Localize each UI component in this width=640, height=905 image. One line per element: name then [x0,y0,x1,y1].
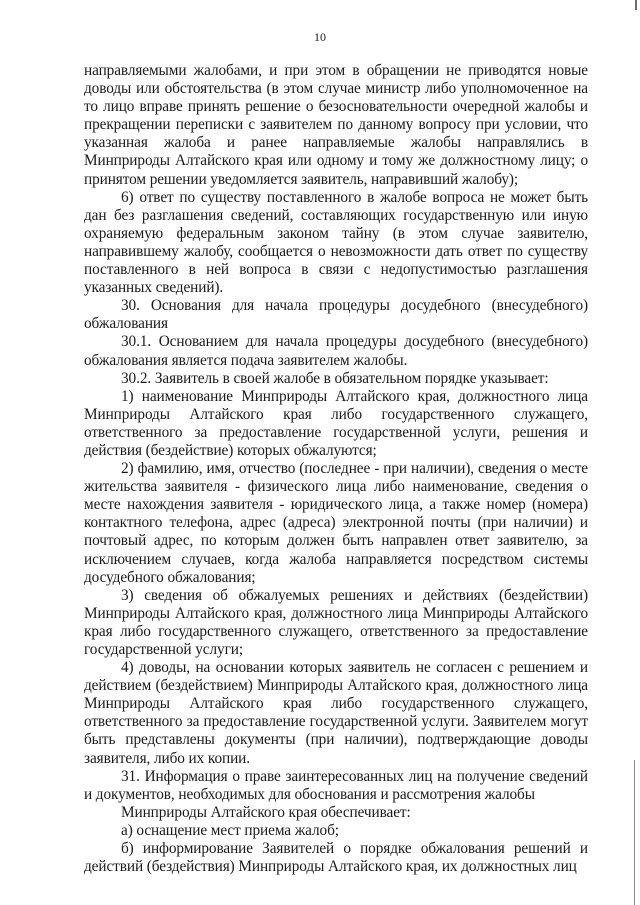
section-heading-31: 31. Информация о праве заинтересованных лиц на получение сведений и документов, необходимых для обоснования и рассмотрения жалобы [84,767,588,803]
paragraph-continuation: направляемыми жалобами, и при этом в обращении не приводятся новые доводы или обстоятельства (в этом случае министр либо уполномоченное на то лицо вправе принять решение о безосновательности очередной жалобы и прекращении переписки с заявителем по данному вопросу при условии, что указанная жалоба и ранее направляемые жалобы направлялись в Минприроды Алтайского края или одному и тому же должностному лицу; о принятом решении уведомляется заявитель, направивший жалобу); [84,62,588,188]
paragraph-item-6: 6) ответ по существу поставленного в жалобе вопроса не может быть дан без разглашения сведений, составляющих государственную или иную охраняемую федеральным законом тайну (в этом случае заявителю, направившему жалобу, сообщается о невозможности дать ответ по существу поставленного в ней вопроса в связи с недопустимостью разглашения указанных сведений). [84,188,588,297]
list-item-a: а) оснащение мест приема жалоб; [121,821,339,839]
list-item-3: 3) сведения об обжалуемых решениях и действиях (бездействии) Минприроды Алтайского края, должностного лица Минприроды Алтайского края либо государственного служащего, ответственного за предоставление государственной услуги; [84,586,588,658]
document-body [84,62,588,876]
paragraph-ministry-provides: Минприроды Алтайского края обеспечивает: [121,803,411,821]
paragraph-30-2: 30.2. Заявитель в своей жалобе в обязательном порядке указывает: [121,369,549,387]
page-number: 10 [314,30,326,44]
section-heading-30: 30. Основания для начала процедуры досудебного (внесудебного) обжалования [84,297,588,333]
scan-edge-mark [635,0,637,10]
list-item-b: б) информирование Заявителей о порядке обжалования решений и действий (бездействия) Минприроды Алтайского края, их должностных лиц [84,840,588,876]
paragraph-30-1: 30.1. Основанием для начала процедуры досудебного (внесудебного) обжалования является подача заявителем жалобы. [84,333,588,369]
list-item-1: 1) наименование Минприроды Алтайского края, должностного лица Минприроды Алтайского края либо государственного служащего, ответственного за предоставление государственной услуги, решения и действия (бездействие) которых обжалуются; [84,387,588,459]
list-item-2: 2) фамилию, имя, отчество (последнее - при наличии), сведения о месте жительства заявителя - физического лица либо наименование, сведения о месте нахождения заявителя - юридического лица, а также номер (номера) контактного телефона, адрес (адреса) электронной почты (при наличии) и почтовый адрес, по которым должен быть направлен ответ заявителю, за исключением случаев, когда жалоба направляется посредством системы досудебного обжалования; [84,460,588,586]
scan-edge-mark [634,760,635,905]
list-item-4: 4) доводы, на основании которых заявитель не согласен с решением и действием (бездействием) Минприроды Алтайского края, должностного лица Минприроды Алтайского края либо государственного служащего, ответственного за предоставление государственной услуги. Заявителем могут быть представлены документы (при наличии), подтверждающие доводы заявителя, либо их копии. [84,659,588,767]
